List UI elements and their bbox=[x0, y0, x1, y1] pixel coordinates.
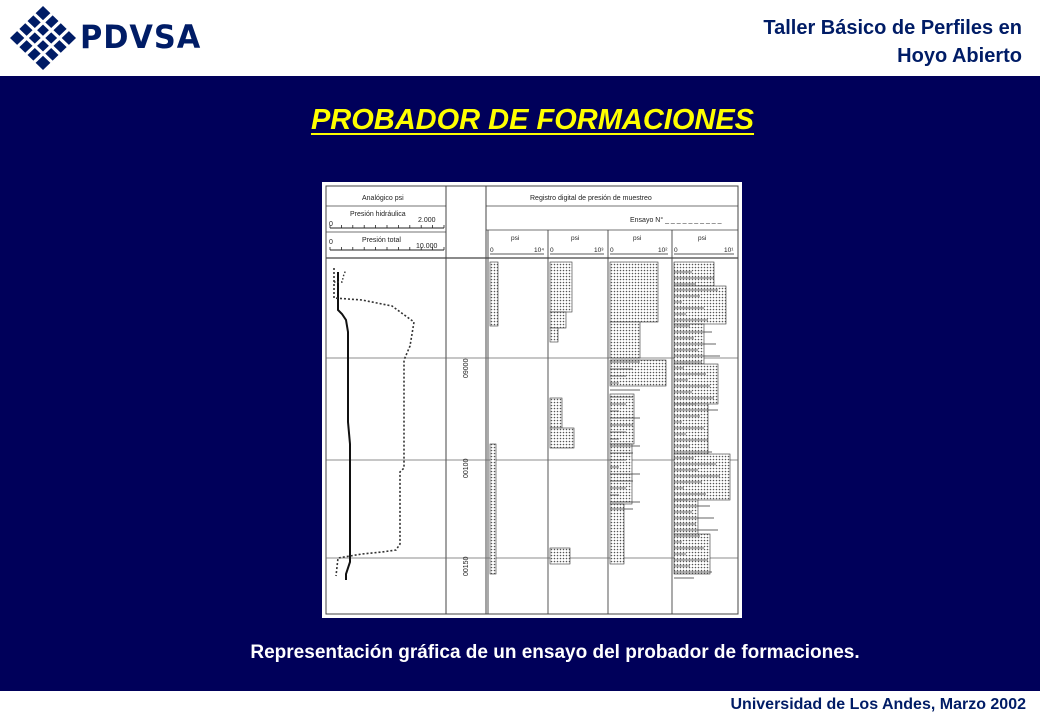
analog-label: Analógico psi bbox=[362, 195, 404, 202]
pressure-bar bbox=[550, 328, 558, 342]
digital-pressure-bars bbox=[490, 262, 730, 578]
track-min-label: 0 bbox=[490, 247, 494, 254]
time-mark-3: 00150 bbox=[463, 556, 470, 576]
track-max-label: 10³ bbox=[594, 247, 604, 254]
pressure-bar bbox=[674, 404, 708, 454]
slide-body bbox=[0, 76, 1040, 691]
header bbox=[0, 0, 1040, 76]
pressure-log-drawing bbox=[322, 182, 742, 618]
pressure-bar bbox=[674, 286, 726, 324]
track-max-label: 10² bbox=[658, 247, 668, 254]
total-pressure-curve bbox=[334, 268, 414, 576]
pressure-bar bbox=[610, 394, 634, 444]
hydraulic-max: 2.000 bbox=[418, 217, 436, 224]
pressure-log-figure bbox=[322, 182, 742, 618]
test-number-label: Ensayo N° _ _ _ _ _ _ _ _ _ _ bbox=[630, 217, 722, 224]
course-title bbox=[763, 14, 1022, 70]
time-mark-1: 09000 bbox=[463, 358, 470, 378]
track-unit-label: psi bbox=[698, 235, 707, 242]
pressure-bar bbox=[674, 454, 730, 500]
pressure-bar bbox=[550, 398, 562, 428]
pressure-bar bbox=[550, 312, 566, 328]
pressure-bar bbox=[674, 500, 698, 534]
track-min-label: 0 bbox=[610, 247, 614, 254]
pressure-bar bbox=[610, 504, 624, 564]
track-unit-label: psi bbox=[633, 235, 642, 242]
total-label: Presión total bbox=[362, 237, 401, 244]
track-unit-label: psi bbox=[511, 235, 520, 242]
course-title-line2: Hoyo Abierto bbox=[897, 45, 1022, 67]
pressure-bar bbox=[674, 262, 714, 286]
pdvsa-logo-icon bbox=[10, 6, 76, 70]
pressure-bar bbox=[550, 262, 572, 312]
hydraulic-min: 0 bbox=[329, 221, 333, 228]
hydraulic-label: Presión hidráulica bbox=[350, 211, 406, 218]
total-max: 10.000 bbox=[416, 243, 438, 250]
footer bbox=[0, 691, 1040, 720]
pressure-bar bbox=[610, 360, 666, 386]
track-min-label: 0 bbox=[550, 247, 554, 254]
track-unit-label: psi bbox=[571, 235, 580, 242]
slide-title: PROBADOR DE FORMACIONES bbox=[310, 104, 755, 136]
total-min: 0 bbox=[329, 239, 333, 246]
reference-curve bbox=[334, 270, 346, 282]
pressure-bar bbox=[490, 262, 498, 326]
pressure-bar bbox=[490, 444, 496, 574]
pressure-bar bbox=[610, 322, 640, 358]
digital-record-label: Registro digital de presión de muestreo bbox=[530, 195, 652, 202]
brand-name: PDVSA bbox=[80, 18, 202, 56]
track-max-label: 10⁴ bbox=[534, 247, 545, 254]
pressure-bar bbox=[550, 428, 574, 448]
footer-text: Universidad de Los Andes, Marzo 2002 bbox=[730, 696, 1026, 713]
course-title-line1: Taller Básico de Perfiles en bbox=[763, 17, 1022, 39]
track-max-label: 10¹ bbox=[724, 247, 734, 254]
figure-caption: Representación gráfica de un ensayo del probador de formaciones. bbox=[250, 642, 860, 663]
pressure-bar bbox=[610, 262, 658, 322]
hydraulic-pressure-curve bbox=[338, 272, 350, 580]
pressure-bar bbox=[550, 548, 570, 564]
time-mark-2: 00100 bbox=[463, 458, 470, 478]
track-min-label: 0 bbox=[674, 247, 678, 254]
